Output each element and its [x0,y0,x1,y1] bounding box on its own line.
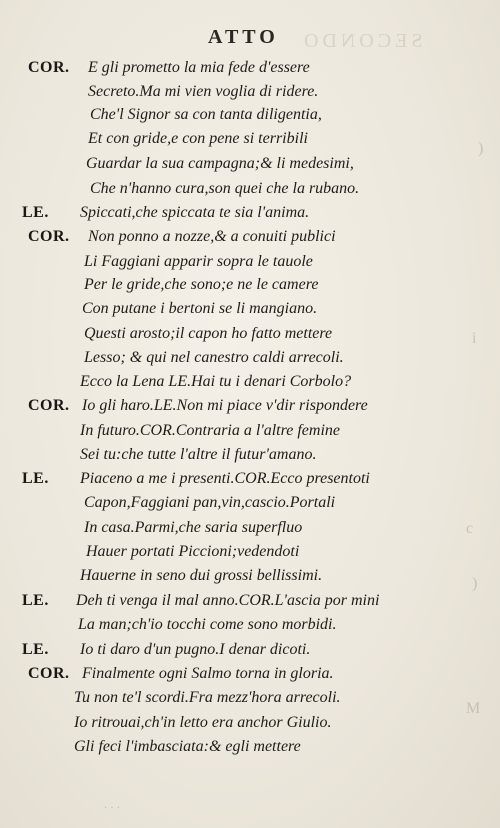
verse-text: Per le gride,che sono;e ne le camere [84,276,319,293]
verse-text: Questi arosto;il capon ho fatto mettere [84,325,333,342]
verse-text: E gli prometto la mia fede d'essere [88,59,310,76]
verse-text: Io gli haro.LE.Non mi piace v'dir rispondere [82,397,368,414]
verse-text: In futuro.COR.Contraria a l'altre femine [80,422,341,439]
verse-text: Io ti daro d'un pugno.I denar dicoti. [80,641,311,658]
speaker-label: COR. [28,228,70,245]
verse-text: Spiccati,che spiccata te sia l'anima. [80,204,310,221]
verse-text: Ecco la Lena LE.Hai tu i denari Corbolo? [80,373,352,390]
verse-text: Guardar la sua campagna;& li medesimi, [86,155,354,172]
speaker-label: COR. [28,665,70,682]
verse-text: Li Faggiani apparir sopra le tauole [84,253,313,270]
verse-text: La man;ch'io tocchi come sono morbidi. [78,616,337,633]
verse-text: Io ritrouai,ch'in letto era anchor Giulio. [74,714,332,731]
speaker-label: COR. [28,397,70,414]
speaker-label: LE. [22,470,49,487]
speaker-label: LE. [22,592,49,609]
speaker-label: LE. [22,204,49,221]
verse-text: Non ponno a nozze,& a conuiti publici [88,228,336,245]
verse-text: In casa.Parmi,che saria superfluo [84,519,303,536]
page-header: ATTO [208,26,279,48]
verse-text: Gli feci l'imbasciata:& egli mettere [74,738,301,755]
bleed-through-text: SECONDO [300,30,423,52]
verse-text: Capon,Faggiani pan,vin,cascio.Portali [84,494,336,511]
verse-text: Lesso; & qui nel canestro caldi arrecoli. [84,349,344,366]
bleed-mark: ) [472,575,478,592]
verse-text: Che'l Signor sa con tanta diligentia, [90,106,322,123]
verse-text: Finalmente ogni Salmo torna in gloria. [82,665,334,682]
bleed-mark: c [466,520,474,537]
speaker-label: COR. [28,59,70,76]
verse-text: Secreto.Ma mi vien voglia di ridere. [88,83,319,100]
verse-text: Che n'hanno cura,son quei che la rubano. [90,180,360,197]
bleed-mark: ) [478,140,484,157]
verse-text: Con putane i bertoni se li mangiano. [82,300,318,317]
verse-text: Et con gride,e con pene si terribili [88,130,308,147]
verse-text: Hauer portati Piccioni;vedendoti [86,543,300,560]
verse-text: Sei tu:che tutte l'altre il futur'amano. [80,446,317,463]
bleed-mark: i [472,330,477,347]
verse-text: Hauerne in seno dui grossi bellissimi. [80,567,323,584]
bleed-mark: M [466,700,481,717]
verse-text: Tu non te'l scordi.Fra mezz'hora arrecoli. [74,689,341,706]
verse-text: Deh ti venga il mal anno.COR.L'ascia por mini [76,592,380,609]
verse-text: Piaceno a me i presenti.COR.Ecco presentoti [80,470,370,487]
speaker-label: LE. [22,641,49,658]
bleed-mark: . . . [104,800,120,811]
